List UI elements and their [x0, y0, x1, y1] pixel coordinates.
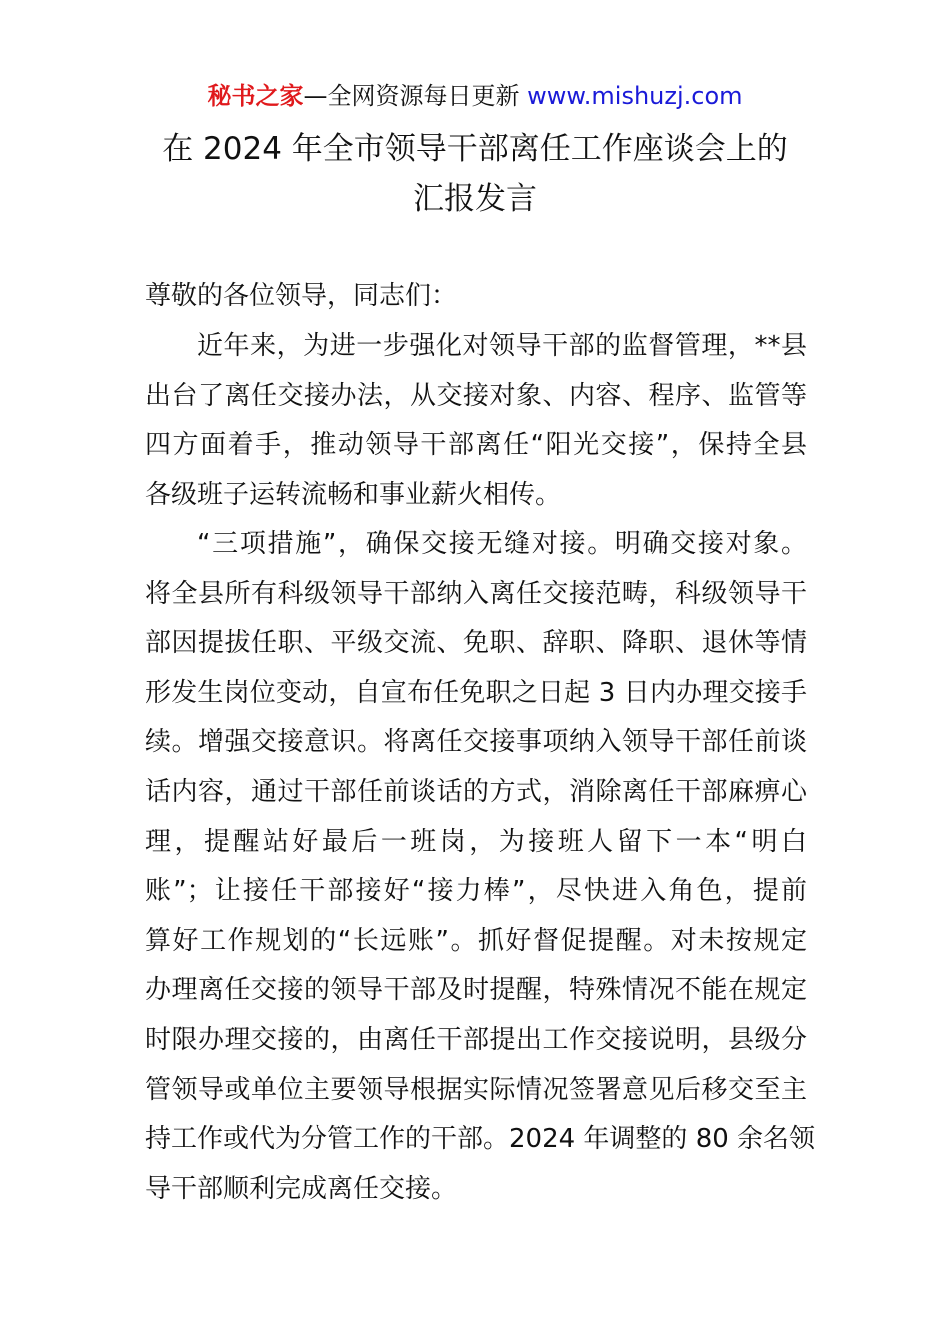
- site-name: 秘书之家: [207, 82, 304, 110]
- paragraph-line: 管领导或单位主要领导根据实际情况签署意见后移交至主: [145, 1074, 807, 1105]
- paragraph-line: 四方面着手，推动领导干部离任“阳光交接”，保持全县: [145, 430, 807, 461]
- paragraph-line: “三项措施”，确保交接无缝对接。明确交接对象。: [197, 529, 807, 559]
- paragraph-line: 理，提醒站好最后一班岗，为接班人留下一本“明白: [145, 826, 807, 857]
- paragraph-line: 办理离任交接的领导干部及时提醒，特殊情况不能在规定: [145, 975, 807, 1006]
- site-header: [0, 80, 950, 112]
- paragraph-line: 算好工作规划的“长远账”。抓好督促提醒。对未按规定: [145, 925, 807, 956]
- paragraph-line: 续。增强交接意识。将离任交接事项纳入领导干部任前谈: [145, 727, 807, 758]
- paragraph-2: [145, 520, 816, 1214]
- paragraph-1: [145, 322, 807, 520]
- paragraph-line: 导干部顺利完成离任交接。: [145, 1173, 458, 1204]
- site-url-link[interactable]: www.mishuzj.com: [527, 82, 743, 110]
- paragraph-line: 账”；让接任干部接好“接力棒”，尽快进入角色，提前: [145, 876, 807, 907]
- paragraph-line: 持工作或代为分管工作的干部。2024 年调整的 80 余名领: [145, 1124, 816, 1155]
- paragraph-line: 出台了离任交接办法，从交接对象、内容、程序、监管等: [145, 380, 807, 411]
- salutation: 尊敬的各位领导，同志们：: [145, 281, 458, 311]
- paragraph-line: 部因提拔任职、平级交流、免职、辞职、降职、退休等情: [145, 628, 807, 659]
- title-line-1: 在 2024 年全市领导干部离任工作座谈会上的: [162, 131, 788, 167]
- document-title: [140, 124, 810, 224]
- paragraph-line: 话内容，通过干部任前谈话的方式，消除离任干部麻痹心: [145, 776, 807, 807]
- title-line-2: 汇报发言: [413, 181, 537, 217]
- paragraph-line: 将全县所有科级领导干部纳入离任交接范畴，科级领导干: [145, 578, 807, 609]
- paragraph-line: 各级班子运转流畅和事业薪火相传。: [145, 479, 562, 510]
- paragraph-line: 形发生岗位变动，自宣布任免职之日起 3 日内办理交接手: [145, 677, 807, 708]
- paragraph-line: 时限办理交接的，由离任干部提出工作交接说明，县级分: [145, 1024, 807, 1055]
- site-tagline: —全网资源每日更新: [303, 82, 520, 110]
- paragraph-line: 近年来，为进一步强化对领导干部的监督管理，**县: [197, 331, 807, 361]
